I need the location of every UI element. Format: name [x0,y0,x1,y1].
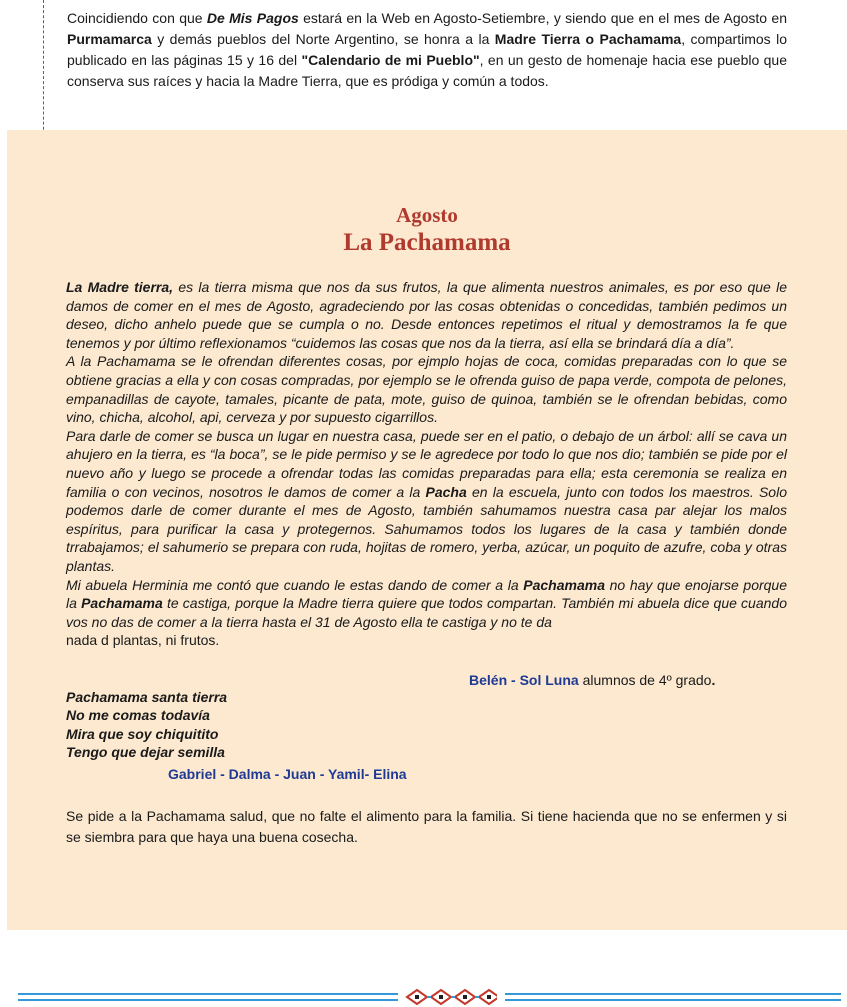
poem-line: Mira que soy chiquitito [66,725,219,742]
paragraph-4-last-line: nada d plantas, ni frutos. [66,632,220,649]
publication-name: "Calendario de mi Pueblo" [301,52,480,68]
footer-rule-right [505,993,841,1001]
paragraph-text: te castiga, porque la Madre tierra quiere que todos compartan. También mi abuela dice que cuando vos no das de comer a la tierra hasta el 31 de Agosto ella te castiga y no te da [66,595,787,630]
student-name: Belén [469,672,508,688]
article-panel [7,130,847,930]
paragraph-text: es la tierra misma que nos da sus frutos, la que alimenta nuestros animales, es por eso que le damos de comer en el mes de Agosto, agradeciendo por las cosas obtenidas o concedidas, también pedimos un deseo, dicho anhelo puede que se cumpla o no. Desde entonces repetimos el ritual y demostramos la fe que tenemos y por último reflexionamos “cuidemos las cosas que nos da la tierra, así ella se brindará día a día”. [66,279,787,351]
poem-line: No me comas todavía [66,707,210,724]
footer-rule-left [18,993,398,1001]
intro-text: y demás pueblos del Norte Argentino, se honra a la [151,31,495,47]
signature-poem-authors: Gabriel - Dalma - Juan - Yamil- Elina [168,766,407,782]
andean-ornament-icon [405,987,497,1007]
dashed-guide-line [43,0,44,150]
paragraph-text: Para darle de comer se busca un lugar en nuestra casa, puede ser en el patio, o debajo de un árbol: allí se cava un ahujero en la tierra, es “la boca”, se le pide permiso y se le agredece por todo lo que nos dio; también se pide por el nuevo año y luego se procede a ofrendar todas las comidas preparadas para ella; esta ceremonia se realiza en familia o con vecinos, nosotros le damos de comer a la [66,427,787,500]
paragraph-text: en la escuela, junto con todos los maestros. Solo podemos darle de comer durante el mes de Agosto, también sahumamos nuestra casa par alejar los malos espíritus, para purificar la casa y protegernos. Sahumamos todos los lugares de la casa y también donde trrabajamos; el sahumerio se prepara con ruda, hojitas de romero, yerba, azúcar, un poquito de azufre, coba y otras plantas. [66,483,787,574]
emphasis: Pachamama [523,576,605,593]
paragraph-3 [66,427,787,576]
title-main: La Pachamama [343,229,511,256]
title-month: Agosto [396,203,458,227]
emphasis: Pachamama [81,595,163,612]
closing-paragraph: Se pide a la Pachamama salud, que no falte el alimento para la familia. Si tiene hacienda que no se enfermen y si se siembra para que haya una buena cosecha. [66,808,787,845]
paragraph-4 [66,576,787,632]
intro-text: , en un gesto de homenaje hacia ese pueblo que conserva sus raíces y hacia la Madre Tierra, que es pródiga y común a todos. [67,52,788,89]
poem-line: Tengo que dejar semilla [66,743,225,760]
intro-text: , compartimos lo publicado en las páginas 15 y 16 del [67,31,787,68]
site-name: De Mis Pagos [206,10,299,26]
paragraph-text: Mi abuela Herminia me contó que cuando le estas dando de comer a la [66,576,524,593]
poem-line: Pachamama santa tierra [66,689,228,705]
article-title [7,202,847,258]
article-body [66,278,787,650]
emphasis: Pacha [425,483,467,500]
lead-phrase: La Madre tierra, [66,279,174,295]
honored-name: Madre Tierra o Pachamama [494,31,682,47]
intro-text: estará en la Web en Agosto-Setiembre, y siendo que en el mes de Agosto en [298,10,787,26]
paragraph-2: A la Pachamama se le ofrendan diferentes cosas, por ejmplo hojas de coca, comidas preparadas con lo que se obtiene gracias a ella y con cosas compradas, por ejemplo se le ofrenda guiso de papa verde, compota de pelones, empanadillas de cayote, tamales, picante de pata, mote, guiso de quinoa, también se le ofrendan bebidas, como vino, chicha, alcohol, api, cerveza y por supuesto cigarrillos. [66,353,787,426]
intro-paragraph [67,8,787,92]
town-name: Purmamarca [67,31,152,47]
student-name: Sol Luna [519,672,579,688]
paragraph-text: no hay que enojarse porque la [66,576,787,612]
intro-text: Coincidiendo con que [67,10,207,26]
signature-text: alumnos de 4º grado [578,672,712,688]
signature-period: . [711,672,716,688]
signature-students [469,671,715,689]
name-separator: - [507,672,520,688]
paragraph-1 [66,278,787,352]
poem [66,688,227,761]
